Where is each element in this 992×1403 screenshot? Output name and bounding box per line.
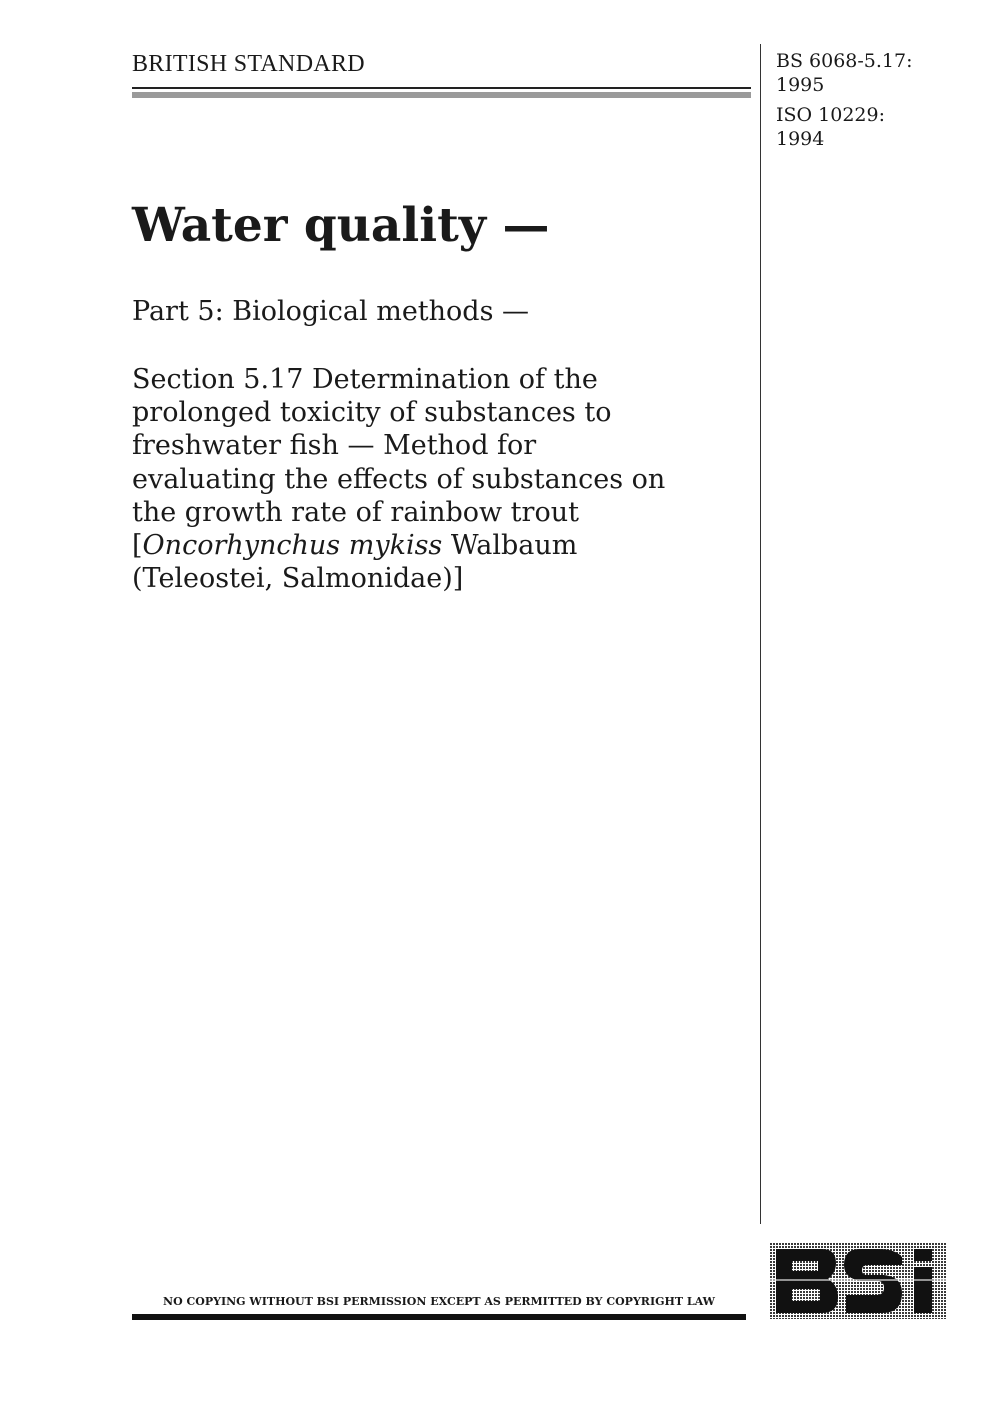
bsi-logo [770, 1243, 946, 1319]
species-line [132, 529, 752, 562]
column-divider [760, 44, 761, 1224]
section-title-line: Section 5.17 Determination of the [132, 364, 598, 395]
header-rule-thick [132, 92, 751, 98]
iso-identifier [776, 103, 885, 151]
iso-number: ISO 10229: [776, 104, 885, 126]
bs-number: BS 6068-5.17: [776, 50, 913, 72]
section-title-line: evaluating the effects of substances on [132, 463, 666, 495]
section-title [132, 363, 752, 595]
copyright-notice: NO COPYING WITHOUT BSI PERMISSION EXCEPT AS PERMITTED BY COPYRIGHT LAW [163, 1295, 715, 1308]
footer-rule [132, 1314, 746, 1320]
section-title-line: the growth rate of rainbow trout [132, 496, 579, 528]
species-name: Oncorhynchus mykiss [142, 530, 443, 562]
standard-type-label: BRITISH STANDARD [132, 51, 365, 77]
species-authority: Walbaum [442, 530, 578, 562]
part-title: Part 5: Biological methods — [132, 296, 530, 327]
bs-year: 1995 [776, 74, 825, 96]
iso-year: 1994 [776, 128, 825, 150]
document-title: Water quality — [132, 198, 550, 253]
section-title-line: freshwater fish — Method for [132, 430, 537, 462]
bs-identifier [776, 49, 913, 97]
classification-line: (Teleostei, Salmonidae)] [132, 563, 464, 595]
open-bracket: [ [132, 530, 143, 562]
header-rule-thin [132, 87, 751, 89]
section-title-line: prolonged toxicity of substances to [132, 397, 612, 429]
